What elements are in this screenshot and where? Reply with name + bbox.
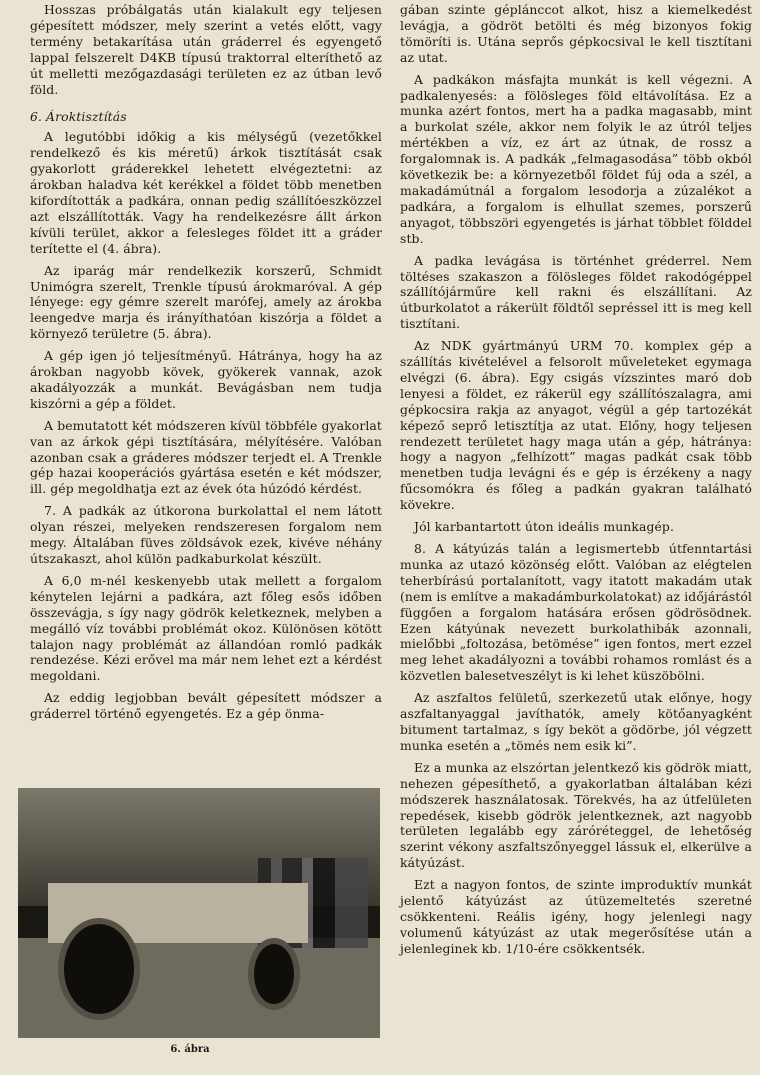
paragraph: Az NDK gyártmányú URM 70. komplex gép a szállítás kivételével a felsorolt műveleteket egymaga elvégzi (6. ábra). Egy csigás vízszintes maró dob lenyesi a földet, ez rákerül egy szállítószalagra, ami gépkocsira rakja az anyagot, végül a gép tartozékát képező seprő letisztítja az utat. Előny, hogy teljesen rendezett területet hagy maga után a gép, hátránya: hogy a nagyon „felhízott” magas padkát csak több menetben tudja levágni és e gép is érzékeny a nagy fűcsomókra és főleg a padkán gyakran található kövekre. <box>400 338 752 513</box>
left-column <box>30 0 382 728</box>
paragraph: A bemutatott két módszeren kívül többféle gyakorlat van az árkok gépi tisztítására, mélyítésére. Valóban azonban csak a gráderes módszer terjedt el. A Trenkle gép hazai kooperációs gyártása esetén e két módszer, ill. gép megoldhatja ezt az évek óta húzódó kérdést. <box>30 417 382 497</box>
paragraph: 8. A kátyúzás talán a legismertebb útfenntartási munka az utazó közönség előtt. Valóban az elégtelen teherbírású portalanított, vagy itatott makadám utak (nem is említve a makadámburkolatokat) az időjárástól függően a forgalom hatására erősen gödrösödnek. Ezen kátyúnak nevezett burkolathibák azonnali, mielőbbi „foltozása, betömése” igen fontos, mert ezzel meg lehet akadályozni a további rohamos romlást és a közvetlen balesetveszélyt is ki lehet küszöbölni. <box>400 541 752 684</box>
paragraph: Ezt a nagyon fontos, de szinte improduktív munkát jelentő kátyúzást az útüzemeltetés szeretné csökkenteni. Reális igény, hogy jelenlegi nagy volumenű kátyúzást az utak megerősítése után a jelenleginek kb. 1/10-ére csökkentsék. <box>400 877 752 956</box>
section-heading-arok: 6. Ároktisztítás <box>30 109 127 125</box>
paragraph: A 6,0 m-nél keskenyebb utak mellett a forgalom kénytelen lejárni a padkára, azt főleg esős időben összevágja, s így nagy gödrök keletkeznek, melyben a megálló víz további problémát okoz. Különösen kötött talajon nagy problémát az állandóan romló padkák rendezése. Kézi erővel ma már nem lehet ezt a kérdést megoldani. <box>30 572 382 684</box>
intro-paragraph: Hosszas próbálgatás után kialakult egy teljesen gépesített módszer, mely szerint a vetés előtt, vagy termény betakarítása után gráderrel és egyengető lappal felszerelt D4KB típusú traktorral elteríthető az út melletti mezőgazdasági területen ez az útban levő föld. <box>30 2 382 97</box>
paragraph: gában szinte géplánccot alkot, hisz a kiemelkedést levágja, a gödröt betölti és még bizonyos fokig tömöríti is. Utána seprős gépkocsival le kell tisztítani az utat. <box>400 2 752 65</box>
paragraph: 7. A padkák az útkorona burkolattal el nem látott olyan részei, melyeken rendszeresen forgalom nem megy. Általában füves zöldsávok ezek, kivéve néhány útszakaszt, ahol külön padkaburkolat készült. <box>30 503 382 566</box>
paragraph: A gép igen jó teljesítményű. Hátránya, hogy ha az árokban nagyobb kövek, gyökerek vannak, azok akadályozzák a munkát. Bevágásban nem tudja kiszórni a gép a földet. <box>30 348 382 411</box>
paragraph: Jól karbantartott úton ideális munkagép. <box>414 519 674 535</box>
paragraph: Az iparág már rendelkezik korszerű, Schmidt Unimógra szerelt, Trenkle típusú árokmaróval. A gép lényege: egy gémre szerelt marófej, amely az árokba leengedve marja és irányíthatóan kiszórja a földet a környező területre (5. ábra). <box>30 262 382 342</box>
right-column <box>400 0 752 963</box>
paragraph: Ez a munka az elszórtan jelentkező kis gödrök miatt, nehezen gépesíthető, a gyakorlatban általában kézi módszerek használatosak. Törekvés, ha az útfelületen repedések, kisebb gödrök jelentkeznek, azt nagyobb területen legalább egy záróréteggel, de lehetőség szerint vékony aszfaltszőnyeggel lássuk el, elkerülve a kátyúzást. <box>400 759 752 871</box>
paragraph: A padkákon másfajta munkát is kell végezni. A padkalenyesés: a fölösleges föld eltávolítása. Ez a munka azért fontos, mert ha a padka magasabb, mint a burkolat széle, akkor nem folyik le az útról teljes mértékben a víz, ez árt az útnak, de rossz a forgalomnak is. A padkák „felmagasodása” több okból következik be: a környezetből földet fúj oda a szél, a makadámútnál a forgalom lesodorja a zúzalékot a padkára, a forgalom is elhullat szemes, porszerű anyagot, többszöri egyengetés is járhat többlet földdel stb. <box>400 71 752 246</box>
paragraph: A legutóbbi időkig a kis mélységű (vezetőkkel rendelkező és kis méretű) árkok tisztítását csak gyakorlott gráderekkel lehetett elvégeztetni: az árokban haladva két kerékkel a földet több menetben kifordították a padkára, onnan pedig szállítóeszközzel azt elszállították. Vagy ha rendelkezésre állt árkon kívüli terület, akkor a felesleges földet itt a gráder terítette el (4. ábra). <box>30 129 382 256</box>
figure-caption: 6. ábra <box>170 1044 210 1055</box>
paragraph: Az aszfaltos felületű, szerkezetű utak előnye, hogy aszfaltanyaggal javíthatók, amely kötőanyagként bitument tartalmaz, s így beköt a gödörbe, jól végzett munka esetén a „tömés nem esik ki”. <box>400 690 752 753</box>
paragraph: Az eddig legjobban bevált gépesített módszer a gráderrel történő egyengetés. Ez a gép önma- <box>30 690 382 722</box>
photo-wheel <box>248 938 300 1010</box>
figure-photo <box>18 788 380 1038</box>
photo-wheel <box>58 918 140 1020</box>
paragraph: A padka levágása is történhet gréderrel. Nem töltéses szakaszon a fölösleges földet rakodógéppel szállítójárműre kell rakni és elszállítani. Az útburkolatot a rákerült földtől sepréssel itt is meg kell tisztítani. <box>400 252 752 332</box>
